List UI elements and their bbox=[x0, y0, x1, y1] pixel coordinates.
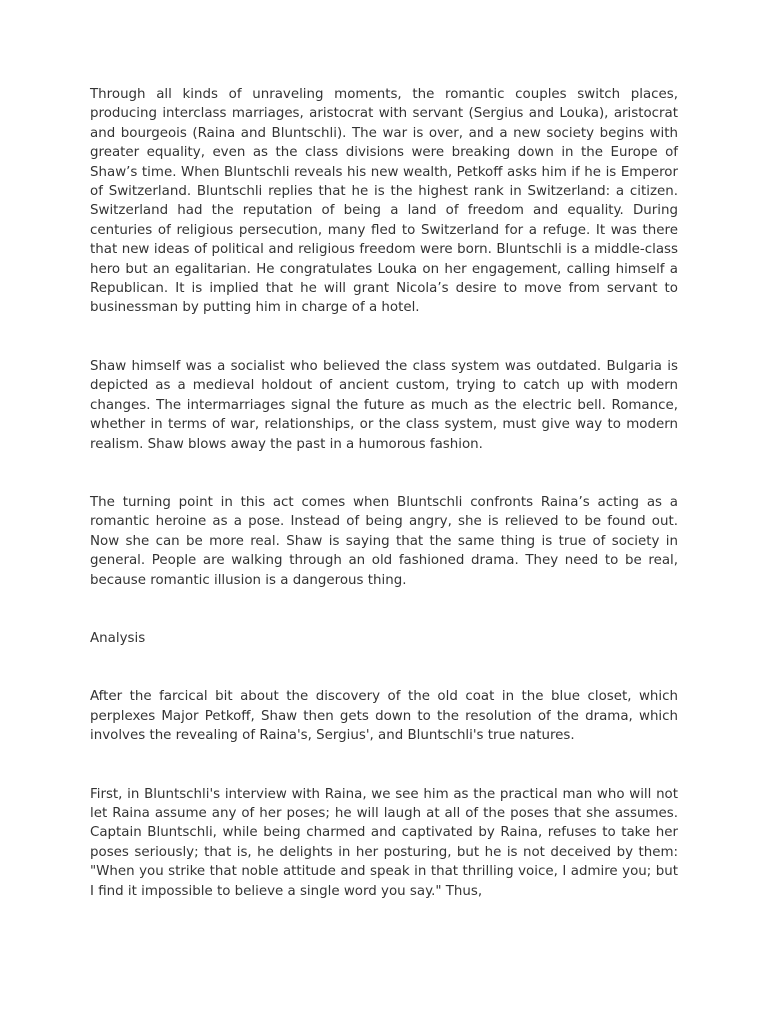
paragraph-bluntschli-interview: First, in Bluntschli's interview with Raina, we see him as the practical man who will not let Raina assume any of her poses; he will laugh at all of the poses that she assumes. Captain Bluntschli, while being charmed and captivated by Raina, refuses to take her poses seriously; that is, he delights in her posturing, but he is not deceived by them: "When you strike that noble attitude and speak in that thrilling voice, I admire you; but I find it impossible to believe a single word you say." Thus, bbox=[90, 786, 678, 899]
paragraph-spacer bbox=[90, 590, 678, 629]
paragraph-spacer bbox=[90, 648, 678, 687]
document-page bbox=[90, 85, 678, 901]
paragraph-spacer bbox=[90, 318, 678, 357]
paragraph-farcical-coat: After the farcical bit about the discovery of the old coat in the blue closet, which perplexes Major Petkoff, Shaw then gets down to the resolution of the drama, which involves the revealing of Raina's, Sergius', and Bluntschli's true natures. bbox=[90, 689, 678, 744]
paragraph-shaw-socialist: Shaw himself was a socialist who believed the class system was outdated. Bulgaria is depicted as a medieval holdout of ancient custom, trying to catch up with modern changes. The intermarriages signal the future as much as the electric bell. Romance, whether in terms of war, relationships, or the class system, must give way to modern realism. Shaw blows away the past in a humorous fashion. bbox=[90, 358, 678, 452]
paragraph-class-reversal: Through all kinds of unraveling moments, the romantic couples switch places, producing interclass marriages, aristocrat with servant (Sergius and Louka), aristocrat and bourgeois (Raina and Bluntschli). The war is over, and a new society begins with greater equality, even as the class divisions were breaking down in the Europe of Shaw’s time. When Bluntschli reveals his new wealth, Petkoff asks him if he is Emperor of Switzerland. Bluntschli replies that he is the highest rank in Switzerland: a citizen. Switzerland had the reputation of being a land of freedom and equality. During centuries of religious persecution, many fled to Switzerland for a refuge. It was there that new ideas of political and religious freedom were born. Bluntschli is a middle-class hero but an egalitarian. He congratulates Louka on her engagement, calling himself a Republican. It is implied that he will grant Nicola’s desire to move from servant to businessman by putting him in charge of a hotel. bbox=[90, 87, 678, 316]
paragraph-turning-point: The turning point in this act comes when Bluntschli confronts Raina’s acting as a romantic heroine as a pose. Instead of being angry, she is relieved to be found out. Now she can be more real. Shaw is saying that the same thing is true of society in general. People are walking through an old fashioned drama. They need to be real, because romantic illusion is a dangerous thing. bbox=[90, 494, 678, 588]
section-heading-analysis: Analysis bbox=[90, 630, 146, 646]
paragraph-spacer bbox=[90, 454, 678, 493]
paragraph-spacer bbox=[90, 746, 678, 785]
